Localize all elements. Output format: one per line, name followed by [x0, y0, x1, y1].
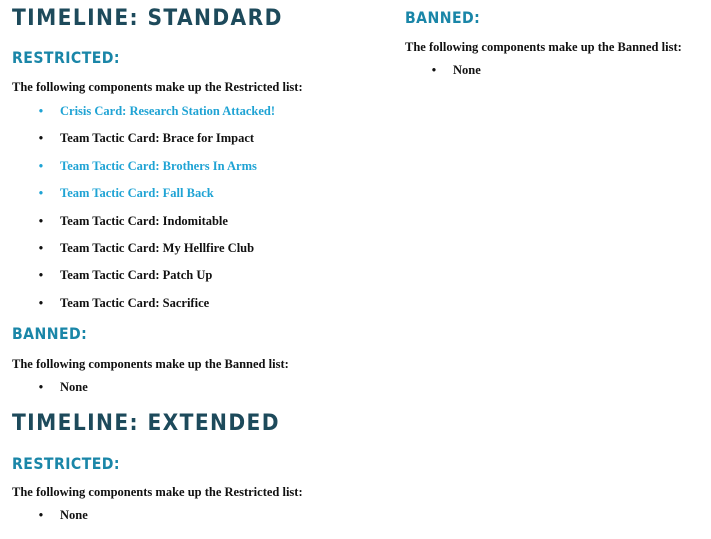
bullet-icon: •	[38, 240, 44, 255]
banned-heading-standard: BANNED:	[12, 324, 88, 343]
restricted-list-extended	[12, 507, 392, 523]
bullet-icon: •	[431, 63, 437, 77]
restricted-intro-standard: The following components make up the Restricted list:	[12, 80, 303, 94]
list-item-text: None	[60, 508, 88, 522]
restricted-heading-standard: RESTRICTED:	[12, 48, 121, 67]
banned-list-extended	[405, 62, 705, 78]
bullet-icon: •	[38, 508, 44, 522]
bullet-icon: •	[38, 158, 44, 173]
list-item[interactable]	[12, 103, 392, 119]
list-item	[12, 507, 392, 523]
list-item-text: Crisis Card: Research Station Attacked!	[60, 104, 276, 118]
list-item-text: Team Tactic Card: Patch Up	[60, 268, 213, 283]
bullet-icon: •	[38, 295, 44, 310]
list-item-text: Team Tactic Card: My Hellfire Club	[60, 240, 255, 255]
section-title-extended: TIMELINE: EXTENDED	[12, 411, 280, 436]
list-item-text: Team Tactic Card: Brothers In Arms	[60, 158, 257, 173]
bullet-icon: •	[38, 213, 44, 228]
banned-intro-extended: The following components make up the Banned list:	[405, 40, 682, 54]
list-item	[405, 62, 705, 78]
list-item-text: Team Tactic Card: Sacrifice	[60, 295, 210, 310]
bullet-icon: •	[38, 186, 44, 201]
list-item	[12, 379, 392, 395]
restricted-intro-extended: The following components make up the Restricted list:	[12, 485, 303, 499]
list-item	[12, 213, 392, 229]
list-item-text: None	[453, 63, 481, 77]
list-item[interactable]	[12, 158, 392, 174]
bullet-icon: •	[38, 268, 44, 283]
list-item-text: Team Tactic Card: Fall Back	[60, 186, 214, 201]
list-item	[12, 130, 392, 146]
bullet-icon: •	[38, 104, 44, 118]
list-item	[12, 267, 392, 283]
restricted-list-standard	[12, 103, 392, 322]
list-item	[12, 240, 392, 256]
banned-intro-standard: The following components make up the Banned list:	[12, 357, 289, 371]
list-item	[12, 295, 392, 311]
restricted-heading-extended: RESTRICTED:	[12, 454, 121, 473]
section-title-standard: TIMELINE: STANDARD	[12, 6, 283, 31]
list-item-text: Team Tactic Card: Indomitable	[60, 213, 228, 228]
banned-heading-extended: BANNED:	[405, 8, 481, 27]
bullet-icon: •	[38, 131, 44, 146]
bullet-icon: •	[38, 380, 44, 394]
list-item-text: Team Tactic Card: Brace for Impact	[60, 131, 255, 146]
list-item-text: None	[60, 380, 88, 394]
list-item[interactable]	[12, 185, 392, 201]
banned-list-standard	[12, 379, 392, 395]
